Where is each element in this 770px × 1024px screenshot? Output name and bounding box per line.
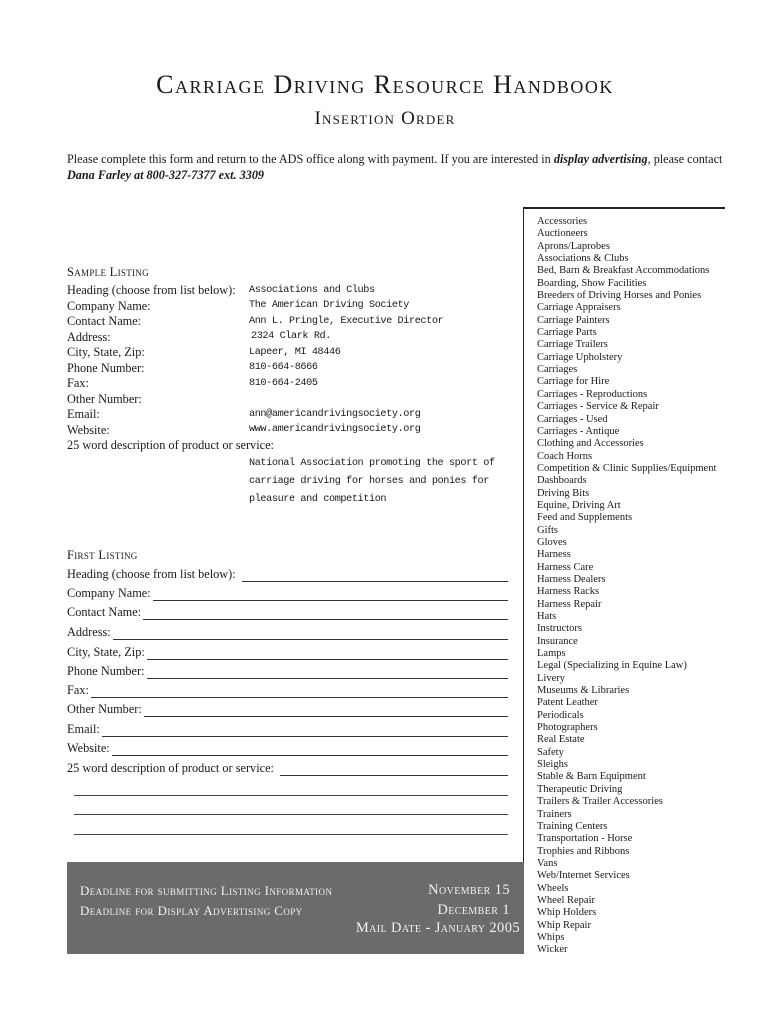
sample-value-email: ann@americandrivingsociety.org <box>249 409 421 420</box>
first-input-other-number[interactable] <box>144 704 508 717</box>
category-item: Competition & Clinic Supplies/Equipment <box>537 462 717 474</box>
display-deadline-date: December 1 <box>437 902 510 918</box>
first-input-description[interactable] <box>280 763 508 776</box>
category-item: Coach Horns <box>537 450 593 462</box>
first-description-line-4[interactable] <box>74 834 508 835</box>
sample-label-contact: Contact Name: <box>67 314 142 328</box>
first-label-fax: Fax: <box>67 683 89 697</box>
sample-label-description: 25 word description of product or service: <box>67 438 274 452</box>
category-item: Driving Bits <box>537 487 590 499</box>
category-item: Carriage Painters <box>537 314 610 326</box>
page-title: Carriage Driving Resource Handbook <box>156 70 614 99</box>
category-item: Harness Dealers <box>537 573 606 585</box>
category-item: Lamps <box>537 648 566 660</box>
first-field-fax[interactable] <box>67 682 508 698</box>
first-field-address[interactable] <box>67 624 508 640</box>
category-item: Wicker <box>537 944 568 956</box>
first-label-other-number: Other Number: <box>67 702 142 716</box>
sample-value-contact: Ann L. Pringle, Executive Director <box>249 316 444 327</box>
first-field-description[interactable] <box>67 760 508 776</box>
category-item: Legal (Specializing in Equine Law) <box>537 660 687 672</box>
first-label-description: 25 word description of product or service: <box>67 761 274 775</box>
first-description-line-2[interactable] <box>74 795 508 796</box>
category-item: Harness Racks <box>537 586 600 598</box>
category-item: Harness Repair <box>537 598 602 610</box>
first-label-email: Email: <box>67 722 100 736</box>
category-item: Carriage Parts <box>537 327 597 339</box>
category-item: Hats <box>537 611 557 622</box>
listing-deadline-label: Deadline for submitting Listing Information <box>80 883 333 898</box>
sample-value-website: www.americandrivingsociety.org <box>249 424 421 435</box>
first-label-heading: Heading (choose from list below): <box>67 567 236 581</box>
first-input-contact[interactable] <box>143 607 508 620</box>
category-item: Gifts <box>537 524 558 536</box>
category-item: Harness <box>537 549 571 561</box>
category-item: Insurance <box>537 635 578 647</box>
category-item: Trophies and Ribbons <box>537 845 630 857</box>
category-item: Carriages <box>537 364 578 376</box>
category-item: Carriages - Antique <box>537 425 620 437</box>
mail-date: Mail Date - January 2005 <box>355 920 520 936</box>
first-input-company[interactable] <box>153 588 508 601</box>
category-item: Sleighs <box>537 759 568 771</box>
first-input-fax[interactable] <box>91 685 508 698</box>
category-item: Associations & Clubs <box>537 253 629 265</box>
category-divider-line <box>523 207 524 862</box>
intro-paragraph <box>67 151 727 183</box>
category-item: Photographers <box>537 722 598 734</box>
sample-label-other-number: Other Number: <box>67 392 142 406</box>
sample-value-city: Lapeer, MI 48446 <box>249 347 341 358</box>
sample-label-heading: Heading (choose from list below): <box>67 283 236 297</box>
first-field-phone[interactable] <box>67 663 508 679</box>
first-input-email[interactable] <box>102 724 508 737</box>
sample-value-company: The American Driving Society <box>249 300 409 311</box>
first-field-heading[interactable] <box>67 566 508 582</box>
category-item: Wheel Repair <box>537 894 596 906</box>
first-field-company[interactable] <box>67 585 508 601</box>
category-item: Therapeutic Driving <box>537 783 623 795</box>
sample-listing-heading: Sample Listing <box>67 265 149 279</box>
first-input-city[interactable] <box>147 647 508 660</box>
category-item: Accessories <box>537 216 588 227</box>
display-deadline-label: Deadline for Display Advertising Copy <box>80 903 303 918</box>
intro-emphasis-contact: Dana Farley at 800-327-7377 ext. 3309 <box>67 168 265 182</box>
sample-value-description: National Association promoting the sport of carriage driving for horses and ponies for pleasure and competition <box>249 458 495 505</box>
first-label-phone: Phone Number: <box>67 664 145 678</box>
category-item: Clothing and Accessories <box>537 438 644 450</box>
category-item: Instructors <box>537 623 582 635</box>
first-field-city[interactable] <box>67 644 508 660</box>
first-input-heading[interactable] <box>242 569 508 582</box>
category-item: Carriages - Service & Repair <box>537 401 659 413</box>
category-item: Museums & Libraries <box>537 685 630 697</box>
category-item: Patent Leather <box>537 697 598 709</box>
intro-text-1: Please complete this form and return to the ADS office along with payment. If you are interested in <box>67 152 554 166</box>
sample-value-phone: 810-664-8666 <box>249 362 318 373</box>
category-item: Harness Care <box>537 561 594 573</box>
category-item: Breeders of Driving Horses and Ponies <box>537 290 702 302</box>
category-top-rule <box>523 207 725 209</box>
sample-value-address: 2324 Clark Rd. <box>251 331 331 342</box>
category-item: Trainers <box>537 808 572 820</box>
category-item: Livery <box>537 672 565 684</box>
listing-deadline-date: November 15 <box>428 882 510 898</box>
sample-label-email: Email: <box>67 407 100 421</box>
first-input-website[interactable] <box>112 743 508 756</box>
sample-value-heading: Associations and Clubs <box>249 285 375 296</box>
intro-emphasis-display-advertising: display advertising <box>553 152 648 166</box>
first-label-company: Company Name: <box>67 586 151 600</box>
category-item: Carriage Upholstery <box>537 351 623 363</box>
page-subtitle: Insertion Order <box>314 108 456 129</box>
sample-label-phone: Phone Number: <box>67 361 145 375</box>
category-item: Feed and Supplements <box>537 512 633 524</box>
category-item: Real Estate <box>537 734 585 746</box>
first-field-other-number[interactable] <box>67 701 508 717</box>
category-item: Wheels <box>537 882 569 894</box>
sample-label-city: City, State, Zip: <box>67 345 145 359</box>
first-field-contact[interactable] <box>67 604 508 620</box>
category-item: Carriage for Hire <box>537 376 610 388</box>
category-item: Bed, Barn & Breakfast Accommodations <box>537 265 710 277</box>
first-listing-heading: First Listing <box>67 548 138 562</box>
deadline-box <box>67 862 524 954</box>
first-label-address: Address: <box>67 625 111 639</box>
category-item: Periodicals <box>537 709 584 721</box>
first-label-city: City, State, Zip: <box>67 645 145 659</box>
category-item: Training Centers <box>537 820 608 832</box>
category-item: Carriages - Used <box>537 413 608 425</box>
first-input-phone[interactable] <box>147 666 508 679</box>
category-item: Safety <box>537 746 564 758</box>
intro-text-2: , please contact <box>647 152 723 166</box>
category-list <box>537 216 716 957</box>
sample-label-company: Company Name: <box>67 299 151 313</box>
first-field-email[interactable] <box>67 721 508 737</box>
first-input-address[interactable] <box>113 627 508 640</box>
category-item: Web/Internet Services <box>537 870 630 882</box>
category-item: Whip Repair <box>537 919 591 931</box>
category-item: Dashboards <box>537 475 587 487</box>
category-item: Whips <box>537 931 565 943</box>
category-item: Carriages - Reproductions <box>537 388 648 400</box>
category-item: Gloves <box>537 536 567 548</box>
sample-label-website: Website: <box>67 423 110 437</box>
category-item: Trailers & Trailer Accessories <box>537 796 663 808</box>
category-item: Whip Holders <box>537 907 597 919</box>
sample-label-fax: Fax: <box>67 376 89 390</box>
category-item: Auctioneers <box>537 228 588 240</box>
category-item: Aprons/Laprobes <box>537 240 610 252</box>
first-description-line-3[interactable] <box>74 814 508 815</box>
category-item: Equine, Driving Art <box>537 499 621 511</box>
category-item: Vans <box>537 857 558 869</box>
category-item: Carriage Trailers <box>537 339 608 351</box>
category-item: Stable & Barn Equipment <box>537 771 646 783</box>
first-label-contact: Contact Name: <box>67 605 142 619</box>
category-item: Boarding, Show Facilities <box>537 277 647 289</box>
category-item: Transportation - Horse <box>537 833 633 845</box>
sample-label-address: Address: <box>67 330 111 344</box>
sample-value-fax: 810-664-2405 <box>249 378 318 389</box>
first-field-website[interactable] <box>67 740 508 756</box>
first-label-website: Website: <box>67 741 110 755</box>
category-item: Carriage Appraisers <box>537 302 621 314</box>
